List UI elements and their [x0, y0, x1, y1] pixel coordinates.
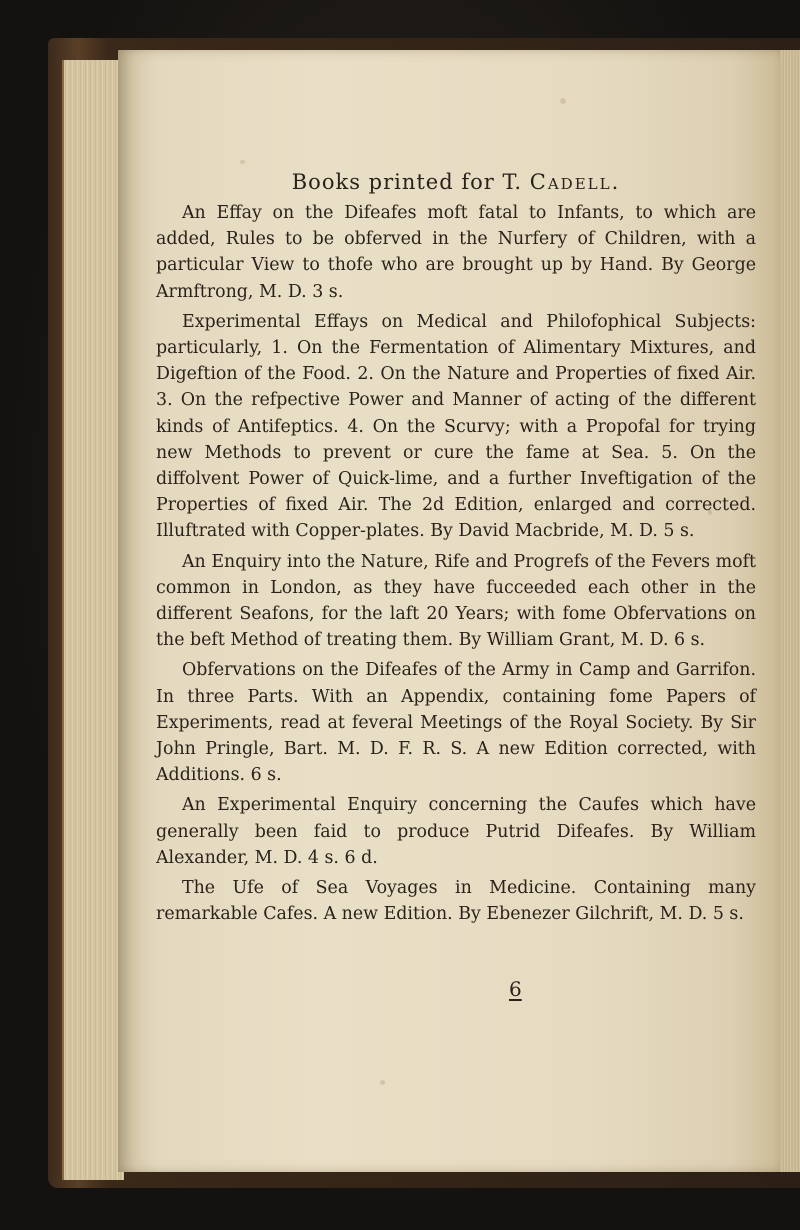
catalogue-entry: The Ufe of Sea Voyages in Medicine. Containing many remarkable Cafes. A new Edition. By Ebenezer Gilchrift, M. D. 5 s.	[156, 878, 756, 925]
catalogue-entry: An Effay on the Difeafes moft fatal to Infants, to which are added, Rules to be obferved in the Nurfery of Children, with a particular View to thofe who are brought up by Hand. By George Armftrong, M. D. 3 s.	[156, 203, 756, 302]
running-head	[156, 170, 756, 196]
catalogue-entry: An Experimental Enquiry concerning the Caufes which have generally been faid to produce Putrid Difeafes. By William Alexander, M. D. 4 s. 6 d.	[156, 795, 756, 868]
catalogue-entry: Obfervations on the Difeafes of the Army in Camp and Garrifon. In three Parts. With an Appendix, containing fome Papers of Experiments, read at feveral Meetings of the Royal Society. By Sir John Pringle, Bart. M. D. F. R. S. A new Edition corrected, with Additions. 6 s.	[156, 660, 756, 786]
catalogue-entry: Experimental Effays on Medical and Philofophical Subjects: particularly, 1. On the Fermentation of Alimentary Mixtures, and Digeftion of the Food. 2. On the Nature and Properties of fixed Air. 3. On the refpective Power and Manner of acting of the different kinds of Antifeptics. 4. On the Scurvy; with a Propofal for trying new Methods to prevent or cure the fame at Sea. 5. On the diffolvent Power of Quick-lime, and a further Inveftigation of the Properties of fixed Air. The 2d Edition, enlarged and corrected. Illuftrated with Copper-plates. By David Macbride, M. D. 5 s.	[156, 311, 756, 542]
page-text	[156, 150, 756, 931]
foxing-spot	[380, 1080, 385, 1085]
foxing-spot	[560, 98, 566, 104]
running-head-publisher: Cadell.	[529, 170, 621, 194]
catalogue-entry: An Enquiry into the Nature, Rife and Progrefs of the Fevers moft common in London, as they have fucceeded each other in the different Seafons, for the laft 20 Years; with fome Obfervations on the beft Method of treating them. By William Grant, M. D. 6 s.	[156, 551, 756, 651]
page-edges-right	[780, 50, 800, 1172]
running-head-prefix: Books printed for T.	[291, 170, 523, 194]
page-edges-left	[62, 60, 124, 1180]
page-number: 6	[509, 977, 522, 1001]
